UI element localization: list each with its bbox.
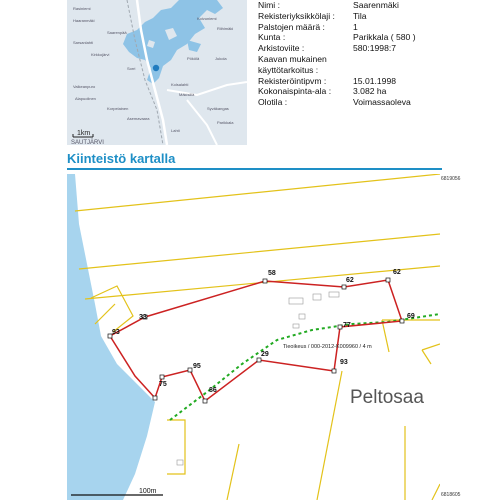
overview-place-label: Haaranmäki [73,18,95,23]
section-title: Kiinteistö kartalla [67,151,176,166]
overview-place-label: Parikkala [217,120,234,125]
point-label: 93 [112,329,120,336]
overview-place-label: Jukola [215,56,227,61]
overview-place-label: SAUTJÄRVI [71,140,104,145]
point-label: 62 [346,277,354,284]
info-row [258,43,498,54]
point-label: 58 [268,270,276,277]
info-label: Palstojen määrä : [258,21,325,32]
overview-place-label: Rasiniemi [73,6,91,11]
info-row [258,86,498,97]
section-divider [67,168,442,170]
map-coordinate-bottom: 6818605 [441,492,461,498]
point-label: 86 [209,387,217,394]
info-row [258,22,498,33]
overview-place-label: Riihimäki [217,26,234,31]
info-label: Rekisteriyksikkölaji : [258,10,335,21]
info-row [258,54,498,65]
info-label: Rekisteröintipvm : [258,75,327,86]
overview-place-label: Koivuniemi [197,16,217,21]
info-value: 3.082 ha [353,86,387,97]
info-label: Kunta : [258,32,286,43]
info-row [258,97,498,108]
point-label: 75 [159,381,167,388]
overview-map-graphic [67,0,247,145]
point-label: 77 [343,322,351,329]
property-boundary[interactable] [110,280,402,401]
property-location-marker[interactable] [153,65,159,71]
overview-place-label: Saarenpää [107,30,127,35]
info-row [258,76,498,87]
overview-place-label: Syväkangas [207,106,229,111]
overview-place-label: Mäkisillä [179,92,195,97]
overview-place-label: Sarsanlahti [73,40,94,45]
boundary-point-labels [112,269,415,394]
area-name-label: Peltosaa [350,387,424,408]
overview-place-label: Valkeanpuro [73,84,96,89]
cadastral-map[interactable] [67,174,440,500]
point-label: 62 [393,269,401,276]
overview-map[interactable] [67,0,247,145]
info-row [258,0,498,11]
info-value: 1 [353,21,358,32]
buildings [177,292,339,465]
info-value: Parikkala ( 580 ) [353,32,416,43]
overview-place-label: Sorri [127,66,136,71]
info-value: Saarenmäki [353,0,399,10]
overview-place-label: Asemavaara [127,116,150,121]
map-scale-label: 100m [139,488,157,495]
overview-scale-label: 1km [77,130,91,137]
point-label: 29 [261,351,269,358]
info-label: Nimi : [258,0,280,10]
overview-place-label: Korpelainen [107,106,129,111]
overview-place-label: Alapuolinen [75,96,96,101]
point-label: 93 [340,359,348,366]
point-label: 69 [407,313,415,320]
info-value: 15.01.1998 [353,75,397,86]
info-label: Kokonaispinta-ala : [258,86,332,97]
info-value: 580:1998:7 [353,43,397,54]
info-row [258,32,498,43]
info-row [258,11,498,22]
info-label: Olotila : [258,97,288,108]
info-label: käyttötarkoitus : [258,64,319,75]
info-row [258,65,498,76]
overview-place-label: Kirkkojärvi [91,52,110,57]
overview-place-label: Kolsalahti [171,82,189,87]
info-value: Tila [353,10,367,21]
property-info-panel [258,0,498,108]
point-label: 95 [193,363,201,370]
map-coordinate-top: 6819056 [441,176,461,182]
cadastral-map-graphic [67,174,440,500]
overview-place-label: Pökölä [187,56,200,61]
boundary-markers [108,278,404,403]
point-label: 33 [139,314,147,321]
easement-label: Tieoikeus / 000-2012-K009960 / 4 m [283,344,372,350]
info-value: Voimassaoleva [353,97,411,108]
info-label: Kaavan mukainen [258,53,327,64]
overview-place-label: Lahti [171,128,180,133]
info-label: Arkistoviite : [258,43,305,54]
